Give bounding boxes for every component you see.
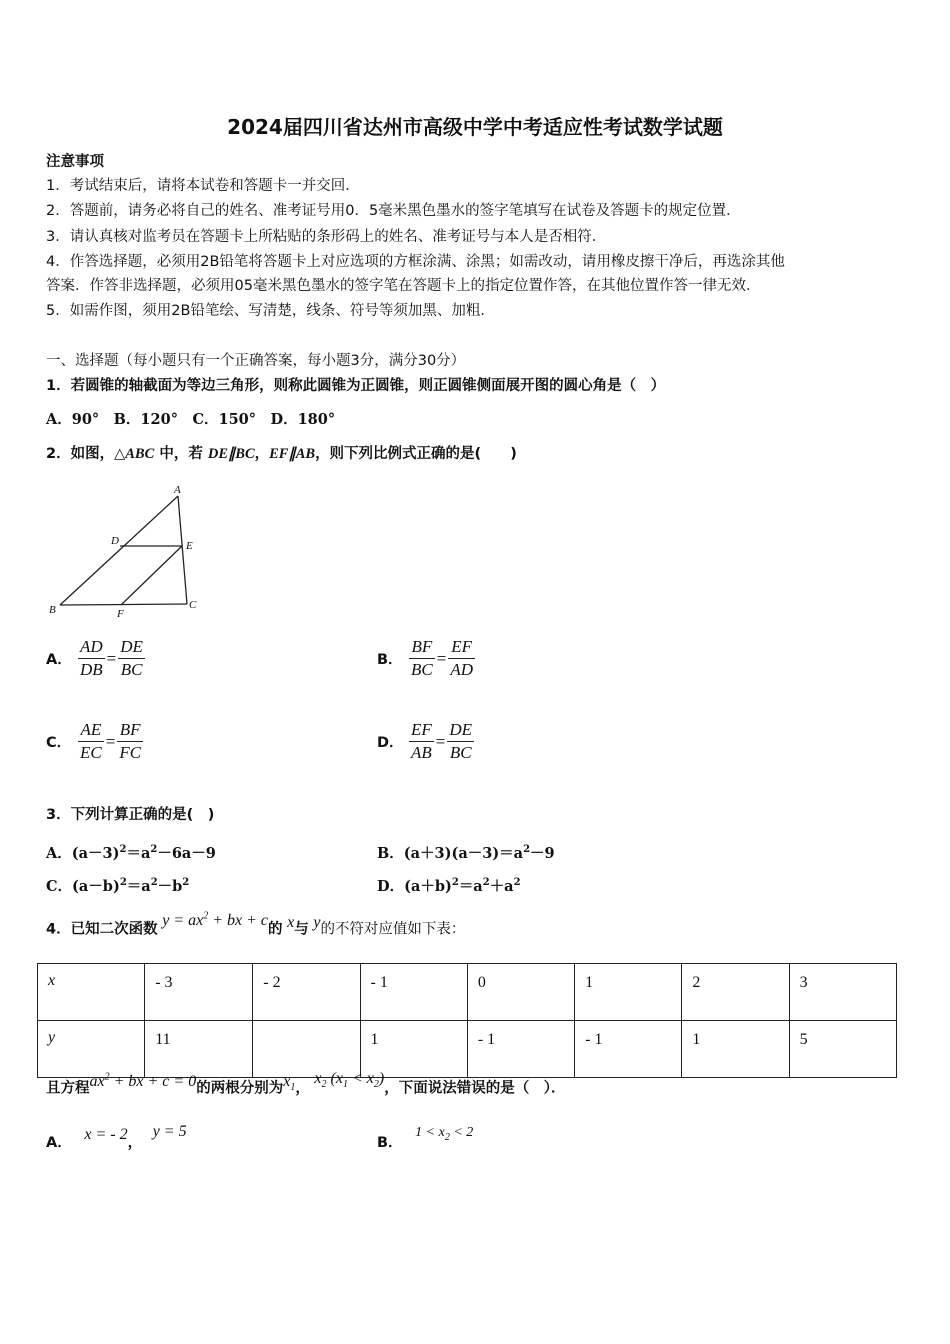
table-cell: - 2	[253, 964, 360, 1021]
table-row	[38, 1021, 897, 1078]
q2-option-d[interactable]: D． $\frac{EF}{AB}$ = $\frac{DE}{BC}$	[377, 720, 473, 762]
q2-option-b[interactable]: B． $\frac{BF}{BC}$ = $\frac{EF}{AD}$	[377, 637, 473, 679]
question-4-text: 4．已知二次函数 $y = ax^2$ + bx + c的 x与 y的不符对应值如下表：	[46, 911, 466, 938]
table-cell: 2	[682, 964, 789, 1021]
table-cell: 1	[360, 1021, 467, 1078]
table-cell: - 3	[145, 964, 253, 1021]
page-title: 2024届四川省达州市高级中学中考适应性考试数学试题	[227, 115, 723, 139]
table-cell: x	[38, 964, 145, 1021]
notice-item-5: 5．如需作图，须用2B铅笔绘、写清楚，线条、符号等须加黑、加粗．	[46, 303, 495, 319]
q2-option-a[interactable]: A． $\frac{AD}{DB}$ = $\frac{DE}{BC}$	[46, 637, 143, 679]
notice-item-1: 1．考试结束后，请将本试卷和答题卡一并交回．	[46, 178, 360, 194]
vertex-label-e: E	[186, 540, 193, 552]
table-row	[38, 964, 897, 1021]
table-cell: 3	[789, 964, 896, 1021]
vertex-label-d: D	[111, 535, 119, 547]
q3-option-b[interactable]: B．$(a+3)(a-3)=a^2-9$	[377, 844, 555, 862]
table-cell	[253, 1021, 360, 1078]
table-cell: y	[38, 1021, 145, 1078]
notice-heading: 注意事项	[46, 154, 104, 170]
notice-item-2: 2．答题前，请务必将自己的姓名、准考证号用0．5毫米黑色墨水的签字笔填写在试卷及答题卡的规定位置．	[46, 203, 741, 219]
vertex-label-a: A	[174, 484, 181, 496]
notice-item-3: 3．请认真核对监考员在答题卡上所粘贴的条形码上的姓名、准考证号与本人是否相符．	[46, 229, 607, 245]
q3-option-d[interactable]: D．$(a+b)^2=a^2+a^2$	[377, 877, 521, 895]
table-cell: 11	[145, 1021, 253, 1078]
q4-option-a[interactable]: A． x = - 2， y = 5	[46, 1123, 187, 1151]
question-4-condition: 且方程$ax^2$ + bx + c = 0的两根分别为$x_1$， $x_2$ $(x_1 < x_2)$，下面说法错误的是（ ）．	[46, 1070, 566, 1097]
table-cell: 0	[467, 964, 574, 1021]
table-cell: 1	[682, 1021, 789, 1078]
question-1-text: 1．若圆锥的轴截面为等边三角形，则称此圆锥为正圆锥，则正圆锥侧面展开图的圆心角是（ ）	[46, 378, 666, 394]
table-cell: 5	[789, 1021, 896, 1078]
triangle-figure	[40, 478, 210, 623]
q3-option-c[interactable]: C．$(a-b)^2=a^2-b^2$	[46, 877, 190, 895]
q2-option-c[interactable]: C． $\frac{AE}{EC}$ = $\frac{BF}{FC}$	[46, 720, 142, 762]
vertex-label-b: B	[49, 604, 56, 616]
question-1-options: A．90° B．120° C．150° D．180°	[46, 411, 336, 428]
section-heading: 一、选择题（每小题只有一个正确答案，每小题3分，满分30分）	[46, 353, 466, 369]
vertex-label-c: C	[189, 599, 197, 611]
notice-item-4: 4．作答选择题，必须用2B铅笔将答题卡上对应选项的方框涂满、涂黑；如需改动，请用橡皮擦干净后，再选涂其他	[46, 254, 785, 270]
question-3-text: 3．下列计算正确的是( )	[46, 807, 215, 823]
q3-option-a[interactable]: A．$(a-3)^2=a^2-6a-9$	[46, 844, 216, 862]
q4-option-b[interactable]: B． $1 < x_2 < 2$	[377, 1125, 474, 1151]
value-table	[37, 963, 897, 1078]
table-cell: - 1	[575, 1021, 682, 1078]
notice-item-4-cont: 答案．作答非选择题，必须用05毫米黑色墨水的签字笔在答题卡上的指定位置作答，在其他位置作答一律无效．	[46, 278, 761, 294]
table-cell: 1	[575, 964, 682, 1021]
question-2-text: 2．如图，△ABC 中，若 DE∥BC，EF∥AB，则下列比例式正确的是( )	[46, 446, 517, 462]
table-cell: - 1	[360, 964, 467, 1021]
vertex-label-f: F	[117, 608, 124, 620]
table-cell: - 1	[467, 1021, 574, 1078]
